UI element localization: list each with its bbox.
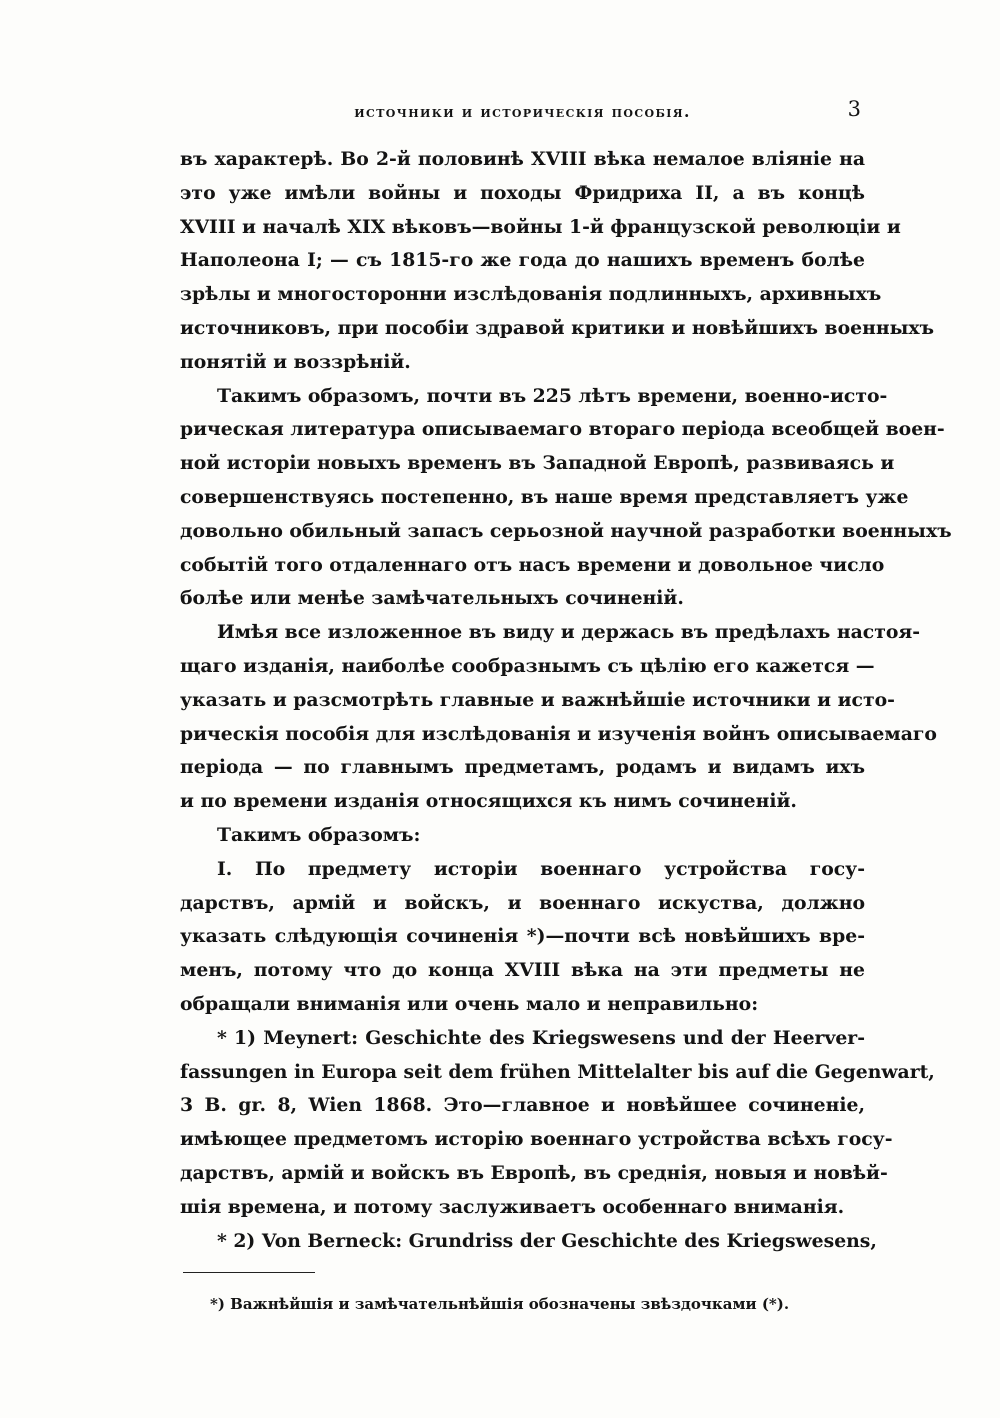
text-line: рическія пособія для изслѣдованія и изученія войнъ описываемаго [180, 722, 937, 745]
text-line: это уже имѣли войны и походы Фридриха II, а въ концѣ [180, 181, 865, 204]
text-line: 3 B. gr. 8, Wien 1868. Это—главное и новѣйшее сочиненіе, [180, 1094, 865, 1117]
text-line: менъ, потому что до конца XVIII вѣка на эти предметы не [180, 959, 865, 982]
paragraph [180, 1022, 935, 1225]
text-line: источниковъ, при пособіи здравой критики и новѣйшихъ военныхъ [180, 316, 935, 339]
text-line: указать и разсмотрѣть главные и важнѣйшіе источники и исто- [180, 688, 895, 711]
text-line: * 2) Von Berneck: Grundriss der Geschichte des Kriegswesens, [217, 1229, 877, 1252]
text-line: періода — по главнымъ предметамъ, родамъ и видамъ ихъ [180, 756, 865, 779]
text-line: указать слѣдующія сочиненія *)—почти всѣ новѣйшихъ вре- [180, 925, 865, 948]
text-line: довольно обильный запасъ серьозной научной разработки военныхъ [180, 519, 952, 542]
text-line: ной исторіи новыхъ временъ въ Западной Европѣ, развиваясь и [180, 452, 895, 475]
body-text [180, 143, 952, 1258]
text-line: * 1) Meynert: Geschichte des Kriegswesens und der Heerver- [217, 1026, 865, 1049]
text-line: совершенствуясь постепенно, въ наше время представляетъ уже [180, 485, 909, 508]
text-line: Такимъ образомъ, почти въ 225 лѣтъ времени, военно-исто- [217, 384, 888, 407]
paragraph [180, 1225, 877, 1259]
text-line: понятій и воззрѣній. [180, 350, 411, 373]
paragraph [180, 616, 937, 819]
text-line: XVIII и началѣ XIX вѣковъ—войны 1-й французской революціи и [180, 215, 901, 238]
text-line: Такимъ образомъ: [217, 823, 421, 846]
text-line: болѣе или менѣе замѣчательныхъ сочиненій. [180, 587, 684, 610]
text-line: обращали вниманія или очень мало и неправильно: [180, 992, 759, 1015]
paragraph [180, 380, 952, 617]
text-line: въ характерѣ. Во 2-й половинѣ XVIII вѣка немалое вліяніе на [180, 148, 865, 170]
footnote: *) Важнѣйшія и замѣчательнѣйшія обозначены звѣздочками (*). [210, 1295, 790, 1313]
text-line: и по времени изданія относящихся къ нимъ сочиненій. [180, 790, 797, 813]
text-line: шія времена, и потому заслуживаетъ особеннаго вниманія. [180, 1195, 845, 1218]
paragraph [180, 819, 865, 853]
paragraph [180, 143, 935, 380]
running-title: источники и историческія пособія. [354, 102, 691, 121]
running-head [180, 97, 865, 127]
text-line: щаго изданія, наиболѣе сообразнымъ съ цѣлію его кажется — [180, 654, 875, 677]
text-line: Имѣя все изложенное въ виду и держась въ предѣлахъ настоя- [217, 621, 921, 644]
text-line: рическая литература описываемаго втораго періода всеобщей воен- [180, 418, 945, 441]
text-line: fassungen in Europa seit dem frühen Mittelalter bis auf die Gegenwart, [180, 1060, 935, 1083]
text-line: Наполеона I; — съ 1815-го же года до нашихъ временъ болѣе [180, 249, 865, 272]
text-line: имѣющее предметомъ исторію военнаго устройства всѣхъ госу- [180, 1128, 893, 1151]
paragraph [180, 853, 865, 1022]
text-line: дарствъ, армій и войскъ, и военнаго искуства, должно [180, 891, 865, 914]
text-line: дарствъ, армій и войскъ въ Европѣ, въ среднія, новыя и новѣй- [180, 1161, 888, 1184]
text-line: зрѣлы и многосторонни изслѣдованія подлинныхъ, архивныхъ [180, 283, 882, 306]
text-line: событій того отдаленнаго отъ насъ времени и довольное число [180, 553, 885, 576]
footnote-rule [183, 1272, 315, 1273]
text-line: I. По предмету исторіи военнаго устройства госу- [217, 857, 865, 880]
page-number: 3 [847, 97, 861, 121]
